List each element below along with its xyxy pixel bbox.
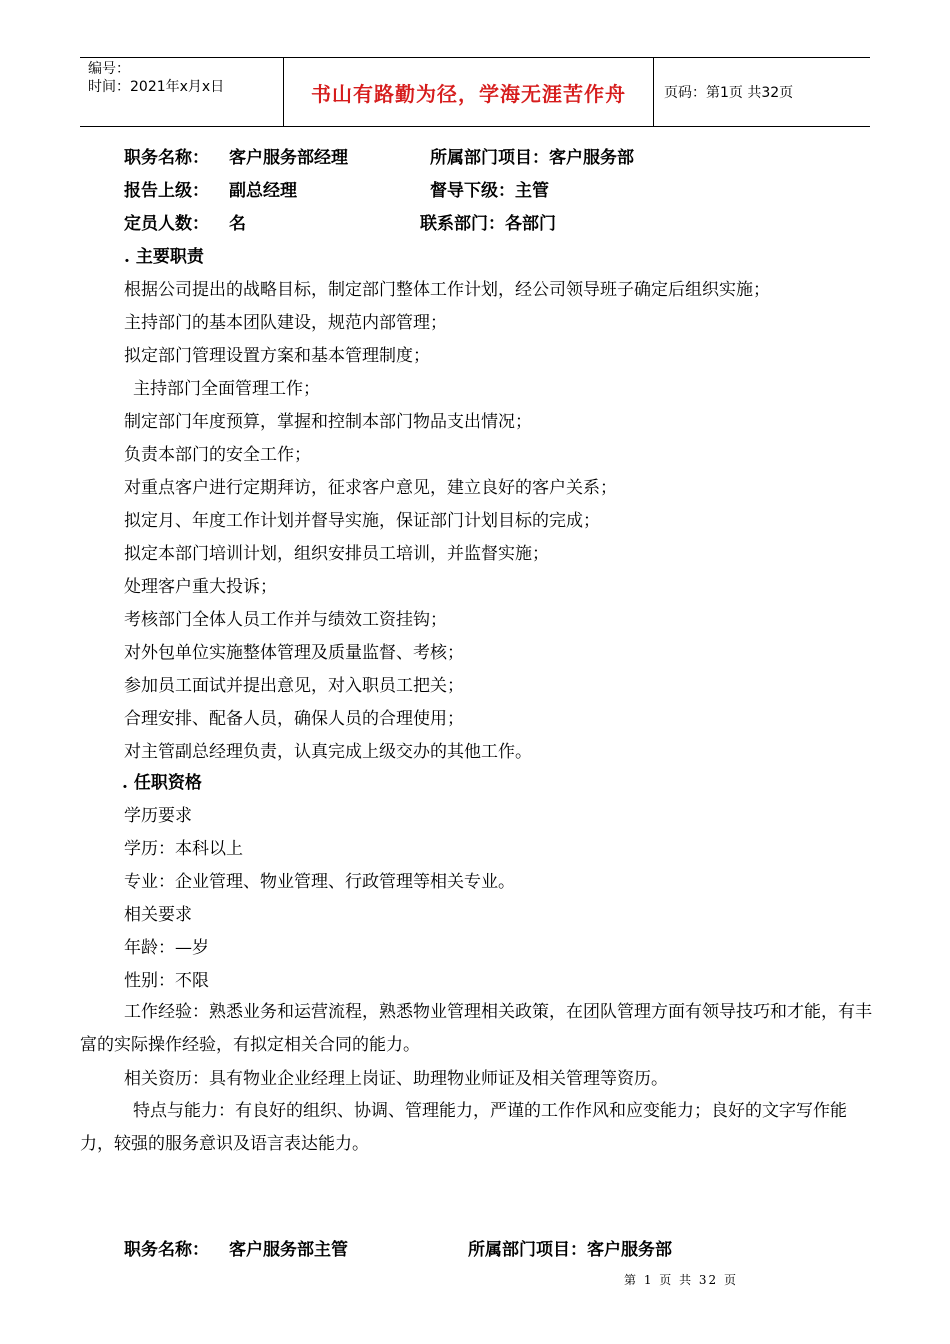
related-heading: 相关要求 (124, 905, 192, 925)
job2-dept: 所属部门项目：客户服务部 (468, 1240, 672, 1260)
duty-item: 主持部门的基本团队建设，规范内部管理； (124, 313, 447, 333)
header-page-info: 页码：第1页 共32页 (664, 85, 794, 101)
duty-item: 制定部门年度预算，掌握和控制本部门物品支出情况； (124, 412, 532, 432)
duty-item: 负责本部门的安全工作； (124, 445, 311, 465)
duty-item: 对重点客户进行定期拜访，征求客户意见，建立良好的客户关系； (124, 478, 617, 498)
duties-heading: . 主要职责 (124, 247, 204, 267)
job1-staff-value: 名 (229, 214, 246, 234)
experience-requirement: 工作经验：熟悉业务和运营流程，熟悉物业管理相关政策，在团队管理方面有领导技巧和才能，有丰富的实际操作经验，有拟定相关合同的能力。 (80, 1002, 872, 1055)
edu-heading: 学历要求 (124, 806, 192, 826)
edu-requirement: 学历：本科以上 (124, 839, 243, 859)
job1-contact: 联系部门：各部门 (420, 214, 556, 234)
duty-item: 根据公司提出的战略目标，制定部门整体工作计划，经公司领导班子确定后组织实施； (124, 280, 770, 300)
major-requirement: 专业：企业管理、物业管理、行政管理等相关专业。 (124, 872, 515, 892)
duty-item: 合理安排、配备人员，确保人员的合理使用； (124, 709, 464, 729)
job1-title-value: 客户服务部经理 (229, 148, 348, 168)
header-motto: 书山有路勤为径，学海无涯苦作舟 (311, 81, 626, 106)
job1-report-value: 副总经理 (229, 181, 297, 201)
time-label: 时间：2021年x月x日 (88, 79, 225, 95)
duty-item: 对主管副总经理负责，认真完成上级交办的其他工作。 (124, 742, 532, 762)
duty-item: 拟定部门管理设置方案和基本管理制度； (124, 346, 430, 366)
traits-requirement: 特点与能力：有良好的组织、协调、管理能力，严谨的工作作风和应变能力；良好的文字写作能力，较强的服务意识及语言表达能力。 (80, 1101, 847, 1154)
job1-dept: 所属部门项目：客户服务部 (430, 148, 634, 168)
serial-number-label: 编号： (88, 61, 130, 77)
job1-title-label: 职务名称： (124, 148, 209, 168)
document-header (80, 57, 870, 127)
duty-item: 拟定月、年度工作计划并督导实施，保证部门计划目标的完成； (124, 511, 600, 531)
header-meta (80, 58, 283, 126)
duty-item: 处理客户重大投诉； (124, 577, 277, 597)
job1-supervise: 督导下级：主管 (430, 181, 549, 201)
qualifications-heading: . 任职资格 (122, 773, 202, 793)
job2-title-value: 客户服务部主管 (229, 1240, 348, 1260)
duty-item: 拟定本部门培训计划，组织安排员工培训，并监督实施； (124, 544, 549, 564)
job1-staff-label: 定员人数： (124, 214, 209, 234)
duty-item: 对外包单位实施整体管理及质量监督、考核； (124, 643, 464, 663)
job2-title-label: 职务名称： (124, 1240, 209, 1260)
header-motto-cell (283, 58, 654, 126)
duty-item: 考核部门全体人员工作并与绩效工资挂钩； (124, 610, 447, 630)
duty-item: 主持部门全面管理工作； (133, 379, 320, 399)
age-requirement: 年龄：—岁 (124, 938, 209, 958)
gender-requirement: 性别：不限 (124, 971, 209, 991)
duty-item: 参加员工面试并提出意见，对入职员工把关； (124, 676, 464, 696)
page-footer: 第 1 页 共 32 页 (624, 1273, 738, 1287)
certificate-requirement: 相关资历：具有物业企业经理上岗证、助理物业师证及相关管理等资历。 (124, 1069, 668, 1089)
job1-report-label: 报告上级： (124, 181, 209, 201)
